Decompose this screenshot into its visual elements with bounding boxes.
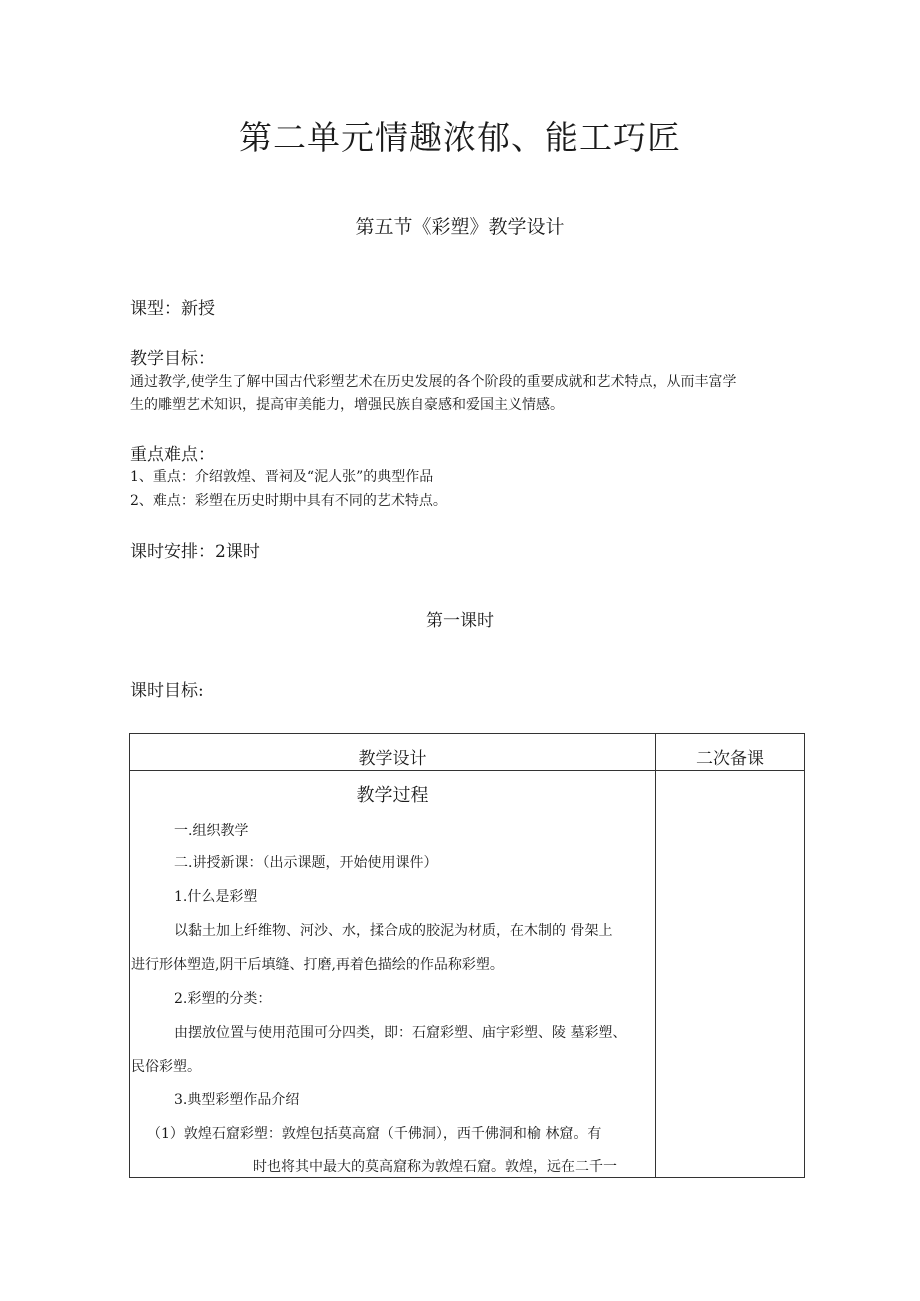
first-lesson-heading: 第一课时 [426, 611, 494, 631]
table-text-line: 2.彩塑的分类： [174, 991, 272, 1007]
table-text-line: 时也将其中最大的莫高窟称为敦煌石窟。敦煌，远在二千一 [253, 1159, 617, 1175]
table-text-line: 以黏土加上纤维物、河沙、水，揉合成的胶泥为材质，在木制的 骨架上 [174, 923, 613, 939]
table-header-second-prep: 二次备课 [696, 749, 764, 769]
teaching-design-table [129, 733, 805, 1178]
key-difficult-points-label: 重点难点： [130, 445, 215, 465]
lesson-goals-label: 课时目标: [130, 681, 204, 701]
table-text-line: 进行形体塑造,阴干后填缝、打磨,再着色描绘的作品称彩塑。 [131, 957, 504, 973]
table-text-line: 由摆放位置与使用范围可分四类，即：石窟彩塑、庙宇彩塑、陵 墓彩塑、 [174, 1025, 627, 1041]
lesson-schedule: 课时安排：2课时 [130, 542, 260, 562]
teaching-process-title: 教学过程 [356, 785, 429, 806]
teaching-goals-text-line: 通过教学,使学生了解中国古代彩塑艺术在历史发展的各个阶段的重要成就和艺术特点，从而丰富学 [130, 374, 737, 390]
table-column-divider [655, 734, 656, 1177]
table-text-line: 二.讲授新课：（出示课题，开始使用课件） [174, 855, 438, 871]
page-title: 第二单元情趣浓郁、能工巧匠 [239, 118, 681, 157]
key-point-item: 1、重点：介绍敦煌、晋祠及“泥人张”的典型作品 [130, 469, 434, 485]
table-text-line: 民俗彩塑。 [131, 1059, 201, 1075]
table-text-line: 1.什么是彩塑 [174, 889, 258, 905]
teaching-goals-text-line: 生的雕塑艺术知识，提高审美能力，增强民族自豪感和爱国主义情感。 [130, 397, 564, 413]
teaching-goals-label: 教学目标： [130, 349, 215, 369]
table-header-design: 教学设计 [358, 749, 427, 769]
page-subtitle: 第五节《彩塑》教学设计 [355, 216, 565, 238]
lesson-type: 课型：新授 [130, 299, 215, 319]
table-header-divider [130, 770, 804, 771]
table-text-line: 一.组织教学 [174, 823, 249, 839]
table-text-line: （1）敦煌石窟彩塑：敦煌包括莫高窟（千佛洞），西千佛洞和榆 林窟。有 [147, 1126, 602, 1142]
table-text-line: 3.典型彩塑作品介绍 [174, 1092, 300, 1108]
difficult-point-item: 2、难点：彩塑在历史时期中具有不同的艺术特点。 [130, 493, 447, 509]
